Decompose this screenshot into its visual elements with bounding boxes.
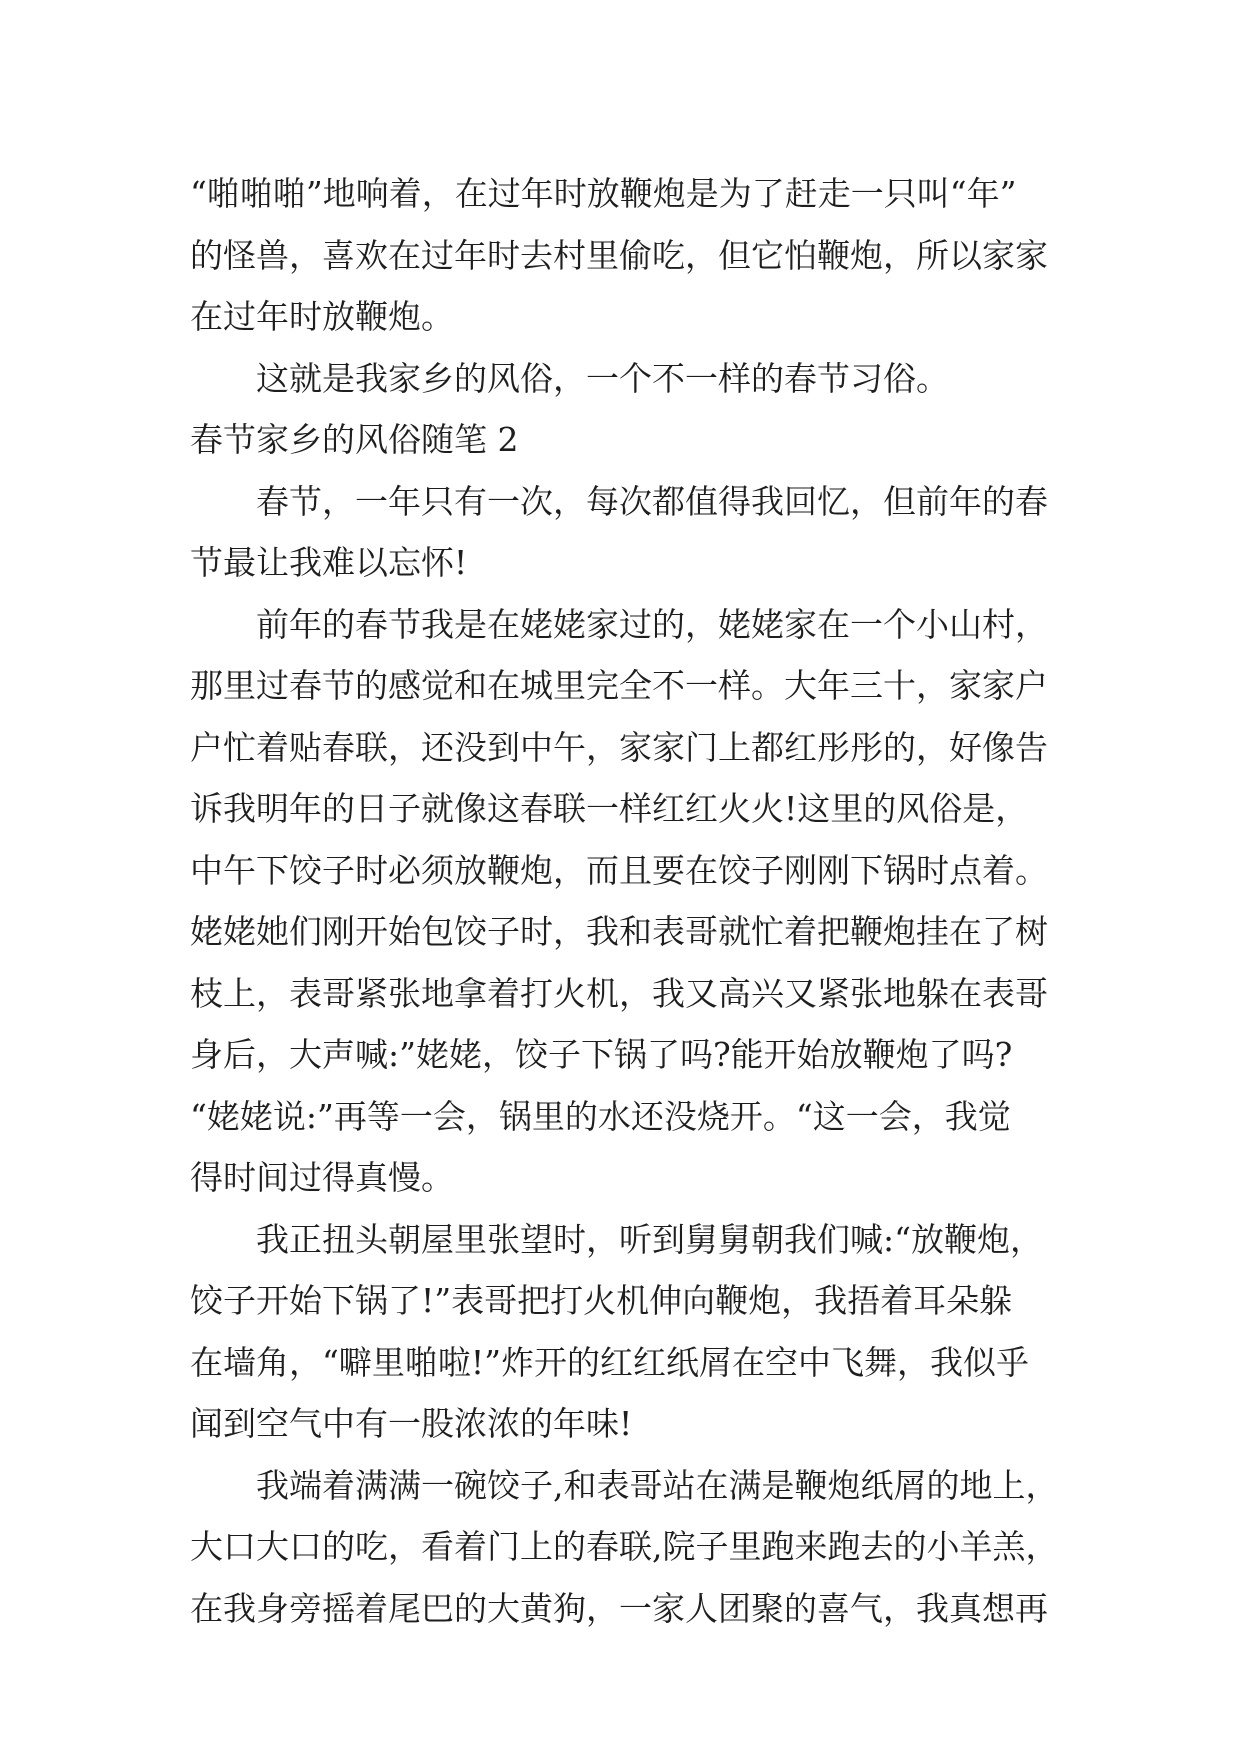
paragraph-line: 得时间过得真慢。 bbox=[190, 1158, 454, 1197]
paragraph-line: 节最让我难以忘怀! bbox=[190, 543, 468, 582]
paragraph-first-line: 我端着满满一碗饺子,和表哥站在满是鞭炮纸屑的地上， bbox=[256, 1465, 1059, 1505]
paragraph-line: 那里过春节的感觉和在城里完全不一样。大年三十，家家户 bbox=[190, 666, 1048, 705]
paragraph-line: 饺子开始下锅了!”表哥把打火机伸向鞭炮，我捂着耳朵躲 bbox=[190, 1281, 1013, 1320]
paragraph-first-line: 前年的春节我是在姥姥家过的，姥姥家在一个小山村， bbox=[256, 604, 1048, 644]
paragraph-first-line: 春节，一年只有一次，每次都值得我回忆，但前年的春 bbox=[256, 481, 1048, 521]
paragraph-line: 姥姥她们刚开始包饺子时，我和表哥就忙着把鞭炮挂在了树 bbox=[190, 912, 1048, 951]
paragraph-line: “啪啪啪”地响着，在过年时放鞭炮是为了赶走一只叫“年” bbox=[190, 174, 1017, 213]
paragraph-line: 在我身旁摇着尾巴的大黄狗，一家人团聚的喜气，我真想再 bbox=[190, 1588, 1048, 1628]
paragraph-line: “姥姥说:”再等一会，锅里的水还没烧开。“这一会，我觉 bbox=[190, 1096, 1011, 1136]
paragraph-line: 户忙着贴春联，还没到中午，家家门上都红彤彤的，好像告 bbox=[190, 727, 1048, 767]
paragraph-line: 的怪兽，喜欢在过年时去村里偷吃，但它怕鞭炮，所以家家 bbox=[190, 235, 1048, 275]
paragraph-line: 在墙角，“噼里啪啦!”炸开的红红纸屑在空中飞舞，我似乎 bbox=[190, 1342, 1030, 1382]
paragraph-line: 中午下饺子时必须放鞭炮，而且要在饺子刚刚下锅时点着。 bbox=[190, 850, 1048, 890]
paragraph-line: 枝上，表哥紧张地拿着打火机，我又高兴又紧张地躲在表哥 bbox=[190, 973, 1048, 1013]
paragraph-first-line: 我正扭头朝屋里张望时，听到舅舅朝我们喊:“放鞭炮， bbox=[256, 1219, 1043, 1259]
section-heading: 春节家乡的风俗随笔 2 bbox=[190, 420, 519, 459]
paragraph-line: 在过年时放鞭炮。 bbox=[190, 297, 454, 336]
paragraph-line: 诉我明年的日子就像这春联一样红红火火!这里的风俗是， bbox=[190, 789, 1029, 828]
document-body bbox=[190, 163, 1060, 1639]
paragraph-line: 身后，大声喊:”姥姥，饺子下锅了吗?能开始放鞭炮了吗? bbox=[190, 1035, 1013, 1074]
paragraph-line: 大口大口的吃，看着门上的春联,院子里跑来跑去的小羊羔， bbox=[190, 1527, 1059, 1566]
paragraph-first-line: 这就是我家乡的风俗，一个不一样的春节习俗。 bbox=[256, 358, 949, 398]
paragraph-line: 闻到空气中有一股浓浓的年味! bbox=[190, 1404, 633, 1443]
